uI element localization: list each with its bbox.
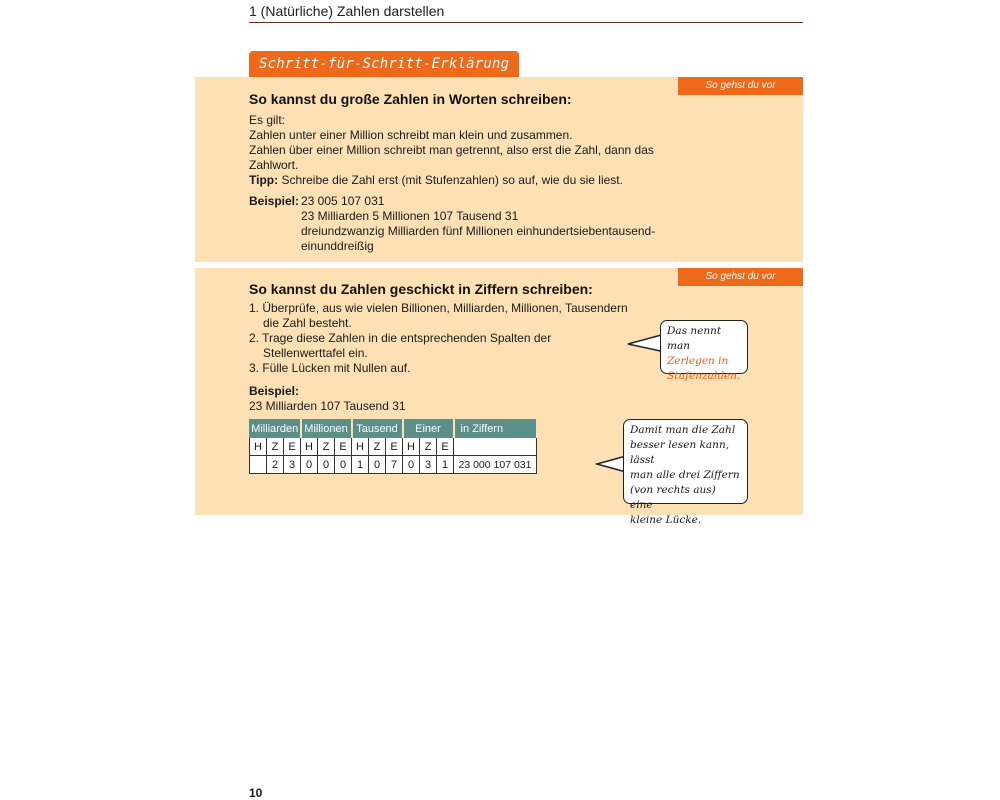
- group-header: Milliarden: [250, 420, 301, 438]
- place-cell: Z: [369, 438, 386, 456]
- step-line: 2. Trage diese Zahlen in die entsprechenden Spalten der: [249, 331, 552, 345]
- table-digits-row: [250, 456, 537, 474]
- digit-cell: 0: [403, 456, 420, 474]
- bubble-text: Das nennt man: [667, 325, 722, 352]
- group-header: in Ziffern: [454, 420, 537, 438]
- tip-line: [249, 173, 623, 188]
- place-cell: E: [284, 438, 301, 456]
- example-label: Beispiel:: [249, 384, 300, 398]
- explanation-box-words: [195, 77, 803, 262]
- corner-label: So gehst du vor: [678, 268, 803, 286]
- box-heading: So kannst du Zahlen geschickt in Ziffern schreiben:: [249, 281, 593, 297]
- digit-cell: 0: [369, 456, 386, 474]
- result-cell: 23 000 107 031: [454, 456, 537, 474]
- step-line: Stellenwerttafel ein.: [263, 346, 368, 360]
- explanation-box-digits: [195, 268, 803, 526]
- place-cell: Z: [318, 438, 335, 456]
- tip-label: Tipp:: [249, 173, 279, 187]
- text-line: Zahlen über einer Million schreibt man getrennt, also erst die Zahl, dann das: [249, 143, 654, 157]
- example-line: einunddreißig: [301, 239, 374, 253]
- bubble-line: man alle drei Ziffern: [630, 469, 740, 481]
- bubble-highlight: Stufenzahlen.: [667, 370, 741, 382]
- digit-cell: 3: [420, 456, 437, 474]
- step-line: die Zahl besteht.: [263, 316, 352, 330]
- table-places-row: [250, 438, 537, 456]
- digit-cell: 1: [437, 456, 454, 474]
- bubble-line: besser lesen kann, lässt: [630, 439, 730, 466]
- page-number: 10: [249, 786, 263, 800]
- text-line: Es gilt:: [249, 113, 286, 127]
- place-value-table: [249, 419, 538, 474]
- digit-cell: 0: [301, 456, 318, 474]
- speech-bubble-decomposition: [660, 320, 748, 382]
- result-cell-empty: [454, 438, 537, 456]
- group-header: Einer: [403, 420, 454, 438]
- page-header: 1 (Natürliche) Zahlen darstellen: [249, 3, 445, 19]
- text-line: Zahlen unter einer Million schreibt man klein und zusammen.: [249, 128, 573, 142]
- place-cell: Z: [420, 438, 437, 456]
- place-cell: Z: [267, 438, 284, 456]
- example-label: Beispiel:: [249, 194, 300, 208]
- example-line: 23 Milliarden 5 Millionen 107 Tausend 31: [301, 209, 519, 223]
- box-heading: So kannst du große Zahlen in Worten schreiben:: [249, 91, 572, 107]
- step-line: 1. Überprüfe, aus wie vielen Billionen, Milliarden, Millionen, Tausendern: [249, 301, 628, 315]
- digit-cell: 1: [352, 456, 369, 474]
- corner-label: So gehst du vor: [678, 77, 803, 95]
- place-cell: H: [250, 438, 267, 456]
- digit-cell: 3: [284, 456, 301, 474]
- group-header: Tausend: [352, 420, 403, 438]
- digit-cell: 0: [335, 456, 352, 474]
- example-text: 23 Milliarden 107 Tausend 31: [249, 399, 406, 413]
- text-line: Zahlwort.: [249, 158, 299, 172]
- speech-bubble-grouping: [623, 419, 748, 526]
- digit-cell: 7: [386, 456, 403, 474]
- group-header: Millionen: [301, 420, 352, 438]
- bubble-line: (von rechts aus) eine: [630, 484, 716, 511]
- place-cell: E: [437, 438, 454, 456]
- digit-cell: [250, 456, 267, 474]
- digit-cell: 0: [318, 456, 335, 474]
- step-line: 3. Fülle Lücken mit Nullen auf.: [249, 361, 411, 375]
- example-lines: [301, 194, 655, 254]
- example-line: 23 005 107 031: [301, 194, 385, 208]
- tip-text: Schreibe die Zahl erst (mit Stufenzahlen) so auf, wie du sie liest.: [281, 173, 623, 187]
- header-rule: [249, 22, 803, 23]
- place-cell: H: [301, 438, 318, 456]
- digit-cell: 2: [267, 456, 284, 474]
- bubble-highlight: Zerlegen in: [667, 355, 729, 367]
- place-cell: H: [352, 438, 369, 456]
- bubble-line: Damit man die Zahl: [630, 424, 736, 436]
- place-cell: E: [335, 438, 352, 456]
- example-line: dreiundzwanzig Milliarden fünf Millionen einhundertsiebentausend-: [301, 224, 656, 238]
- section-tab: Schritt-für-Schritt-Erklärung: [249, 51, 519, 77]
- bubble-line: kleine Lücke.: [630, 514, 702, 526]
- table-group-row: [250, 420, 537, 438]
- place-cell: E: [386, 438, 403, 456]
- place-cell: H: [403, 438, 420, 456]
